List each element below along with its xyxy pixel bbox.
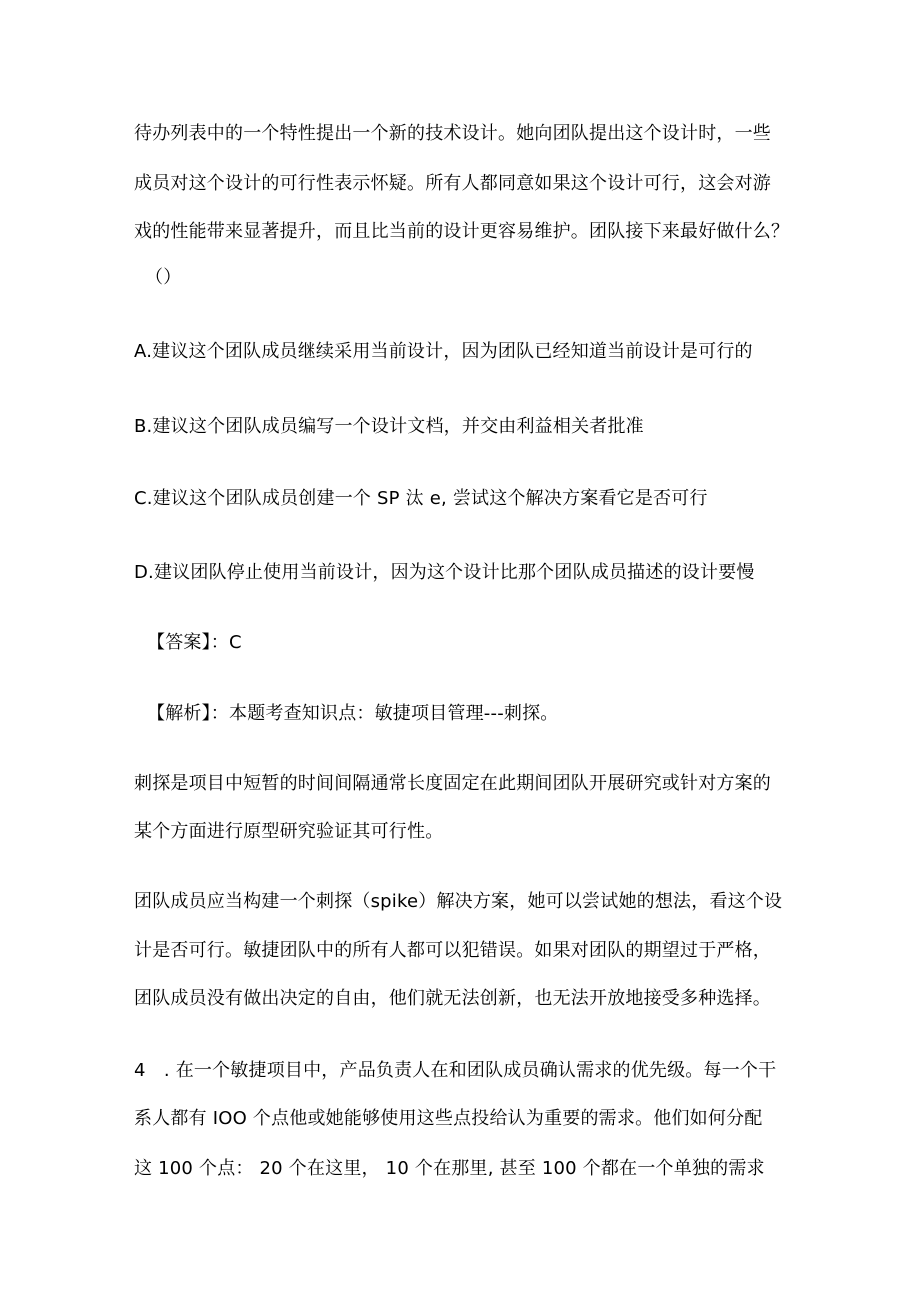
question-line-3: 戏的性能带来显著提升，而且比当前的设计更容易维护。团队接下来最好做什么？ — [134, 221, 790, 242]
option-a: A.建议这个团队成员继续采用当前设计，因为团队已经知道当前设计是可行的 — [134, 341, 753, 362]
analysis-paragraph-2-line-1: 团队成员应当构建一个刺探（spike）解决方案，她可以尝试她的想法，看这个设 — [134, 891, 783, 912]
option-b: B.建议这个团队成员编写一个设计文档，并交由利益相关者批准 — [134, 416, 644, 437]
answer-line: 【答案】：C — [147, 632, 242, 653]
analysis-paragraph-2-line-3: 团队成员没有做出决定的自由，他们就无法创新，也无法开放地接受多种选择。 — [134, 988, 771, 1009]
analysis-heading: 【解析】：本题考查知识点：敏捷项目管理---刺探。 — [147, 703, 559, 724]
analysis-paragraph-2-line-2: 计是否可行。敏捷团队中的所有人都可以犯错误。如果对团队的期望过于严格， — [134, 940, 771, 961]
analysis-paragraph-1-line-2: 某个方面进行原型研究验证其可行性。 — [134, 821, 444, 842]
question-line-1: 待办列表中的一个特性提出一个新的技术设计。她向团队提出这个设计时，一些 — [134, 123, 771, 144]
option-d: D.建议团队停止使用当前设计，因为这个设计比那个团队成员描述的设计要慢 — [134, 562, 755, 583]
next-question-line-3: 这 100 个点： 20 个在这里， 10 个在那里, 甚至 100 个都在一个单独的需求 — [134, 1158, 765, 1179]
next-question-line-2: 系人都有 IOO 个点他或她能够使用这些点投给认为重要的需求。他们如何分配 — [134, 1108, 763, 1129]
question-line-2: 成员对这个设计的可行性表示怀疑。所有人都同意如果这个设计可行，这会对游 — [134, 173, 771, 194]
next-question-line-1: 4 . 在一个敏捷项目中，产品负责人在和团队成员确认需求的优先级。每一个干 — [134, 1060, 777, 1081]
option-c: C.建议这个团队成员创建一个 SP 汰 e, 尝试这个解决方案看它是否可行 — [134, 488, 708, 509]
analysis-paragraph-1-line-1: 刺探是项目中短暂的时间间隔通常长度固定在此期间团队开展研究或针对方案的 — [134, 773, 771, 794]
question-answer-blank: （） — [145, 267, 182, 288]
